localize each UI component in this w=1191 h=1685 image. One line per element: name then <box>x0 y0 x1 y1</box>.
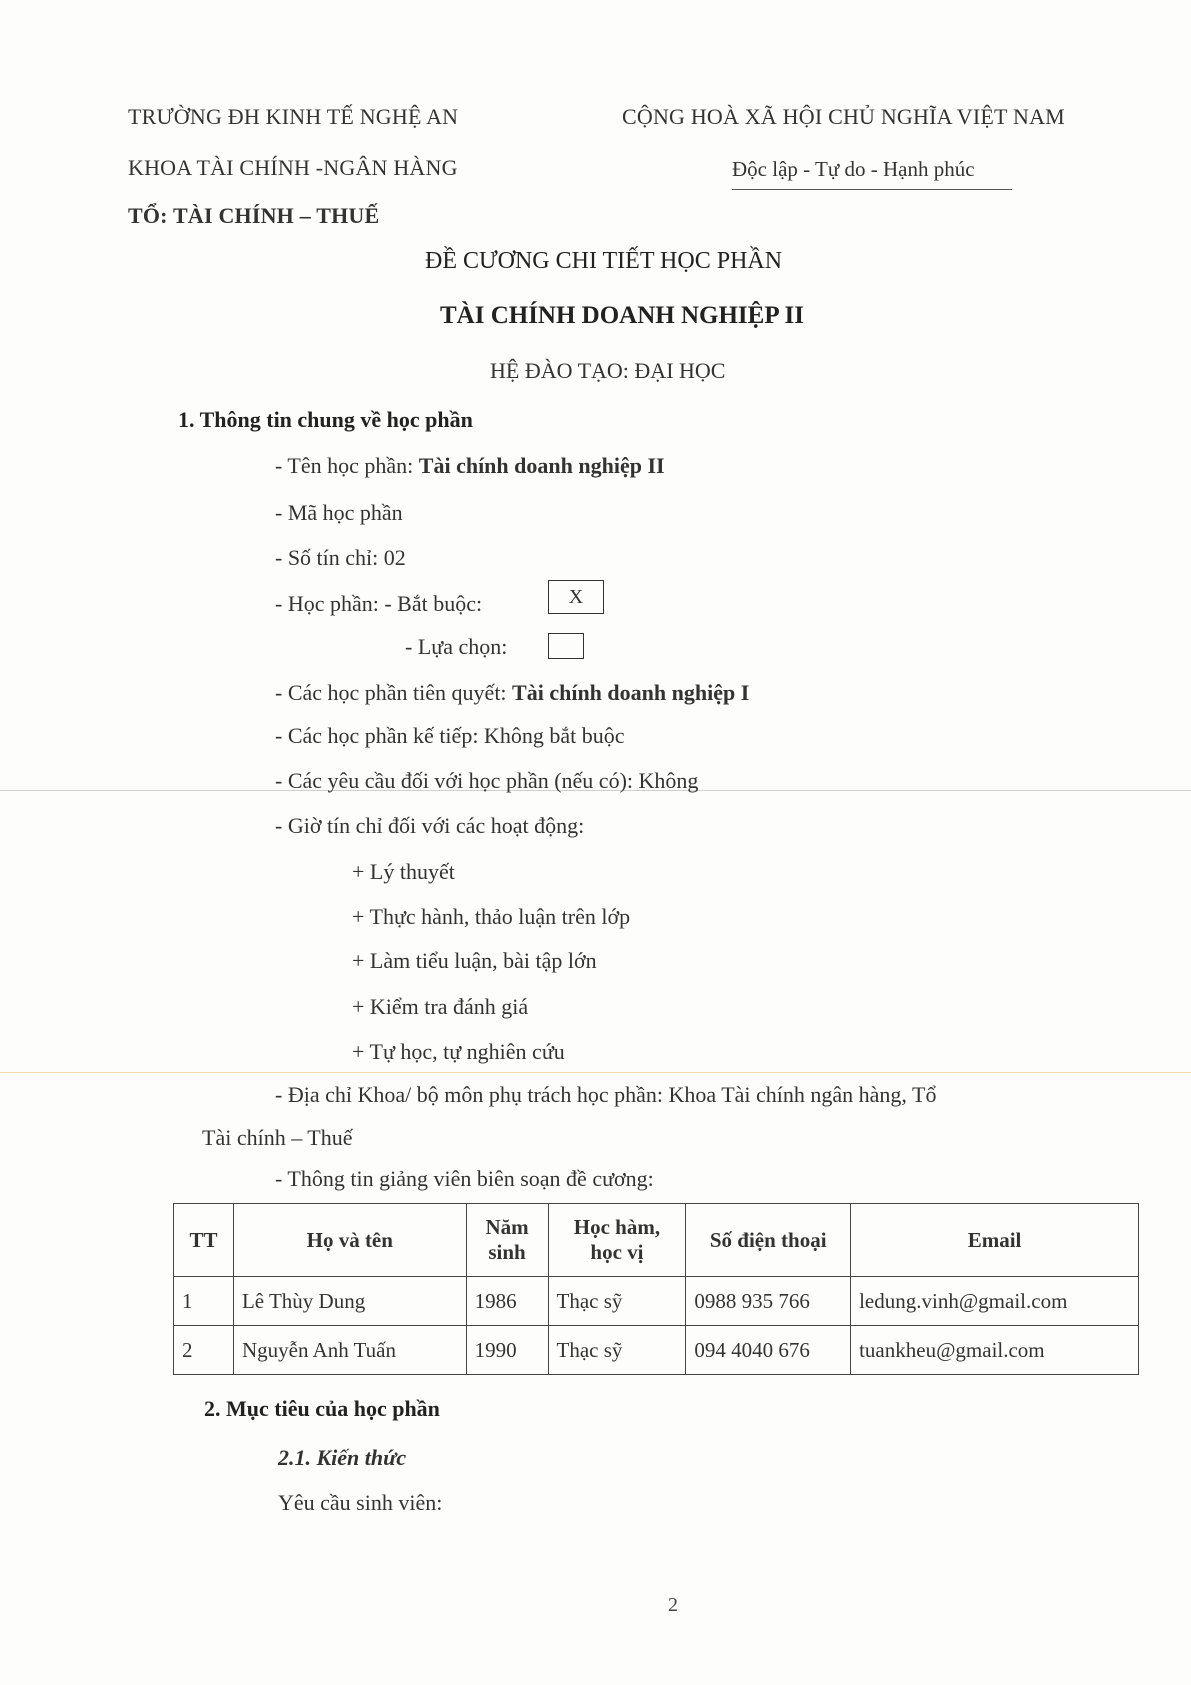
university-name: TRƯỜNG ĐH KINH TẾ NGHỆ AN <box>128 104 459 129</box>
document-title: ĐỀ CƯƠNG CHI TIẾT HỌC PHẦN <box>425 248 783 274</box>
cell-name: Lê Thùy Dung <box>233 1277 466 1326</box>
column-header-email: Email <box>851 1204 1139 1277</box>
cell-tt: 2 <box>174 1326 234 1375</box>
course-code-line: - Mã học phần <box>275 500 403 525</box>
section-1-heading: 1. Thông tin chung về học phần <box>178 407 473 432</box>
degree-header-line2: học vị <box>590 1240 644 1264</box>
column-header-tt: TT <box>174 1204 234 1277</box>
course-name-label: - Tên học phần: <box>275 453 419 478</box>
department-name: TỔ: TÀI CHÍNH – THUẾ <box>128 203 380 228</box>
cell-email: tuankheu@gmail.com <box>851 1326 1139 1375</box>
page-number: 2 <box>668 1594 678 1616</box>
column-header-name: Họ và tên <box>233 1204 466 1277</box>
cell-degree: Thạc sỹ <box>548 1277 686 1326</box>
course-name-line <box>275 453 665 479</box>
scan-line <box>0 1072 1191 1073</box>
department-address-line2: Tài chính – Thuế <box>202 1125 353 1150</box>
cell-phone: 094 4040 676 <box>686 1326 851 1375</box>
required-checkbox[interactable]: X <box>548 580 604 614</box>
activity-item: + Thực hành, thảo luận trên lớp <box>352 904 631 929</box>
requirements-line: - Các yêu cầu đối với học phần (nếu có): Không <box>275 768 699 793</box>
activity-item: + Kiểm tra đánh giá <box>352 994 529 1019</box>
requirement-intro: Yêu cầu sinh viên: <box>278 1490 443 1515</box>
course-title: TÀI CHÍNH DOANH NGHIỆP II <box>440 302 804 329</box>
degree-header-line1: Học hàm, <box>573 1215 661 1239</box>
section-2-heading: 2. Mục tiêu của học phần <box>204 1396 440 1421</box>
cell-tt: 1 <box>174 1277 234 1326</box>
lecturer-table <box>173 1203 1139 1375</box>
table-row <box>174 1277 1139 1326</box>
elective-label: - Lựa chọn: <box>405 634 508 659</box>
course-type-label: - Học phần: - Bắt buộc: <box>275 591 483 616</box>
prerequisite-value: Tài chính doanh nghiệp I <box>512 680 750 705</box>
column-header-degree <box>548 1204 686 1277</box>
prerequisite-label: - Các học phần tiên quyết: <box>275 680 513 705</box>
column-header-phone: Số điện thoại <box>686 1204 851 1277</box>
credit-hours-label: - Giờ tín chỉ đối với các hoạt động: <box>275 813 585 838</box>
country-name: CỘNG HOÀ XÃ HỘI CHỦ NGHĨA VIỆT NAM <box>622 104 1065 129</box>
cell-degree: Thạc sỹ <box>548 1326 686 1375</box>
department-address-line1: - Địa chỉ Khoa/ bộ môn phụ trách học phần: Khoa Tài chính ngân hàng, Tổ <box>275 1082 937 1107</box>
column-header-birth-year <box>466 1204 548 1277</box>
cell-email: ledung.vinh@gmail.com <box>851 1277 1139 1326</box>
cell-birth-year: 1990 <box>466 1326 548 1375</box>
training-level: HỆ ĐÀO TẠO: ĐẠI HỌC <box>490 358 726 383</box>
cell-birth-year: 1986 <box>466 1277 548 1326</box>
lecturer-info-label: - Thông tin giảng viên biên soạn đề cương: <box>275 1166 654 1191</box>
subsection-2-1-heading: 2.1. Kiến thức <box>278 1445 407 1470</box>
table-header-row <box>174 1204 1139 1277</box>
activity-item: + Tự học, tự nghiên cứu <box>352 1039 565 1064</box>
cell-phone: 0988 935 766 <box>686 1277 851 1326</box>
faculty-name: KHOA TÀI CHÍNH -NGÂN HÀNG <box>128 155 458 180</box>
cell-name: Nguyễn Anh Tuấn <box>233 1326 466 1375</box>
prerequisite-line <box>275 680 749 706</box>
birth-year-header-line2: sinh <box>488 1240 526 1264</box>
table-row <box>174 1326 1139 1375</box>
activity-item: + Lý thuyết <box>352 859 455 884</box>
motto-underline <box>732 189 1012 190</box>
next-courses-line: - Các học phần kế tiếp: Không bắt buộc <box>275 723 625 748</box>
elective-checkbox[interactable] <box>548 633 584 659</box>
credits-line: - Số tín chỉ: 02 <box>275 545 406 570</box>
course-name-value: Tài chính doanh nghiệp II <box>418 453 665 478</box>
birth-year-header-line1: Năm <box>485 1215 529 1239</box>
activity-item: + Làm tiểu luận, bài tập lớn <box>352 948 597 973</box>
national-motto: Độc lập - Tự do - Hạnh phúc <box>732 157 975 181</box>
